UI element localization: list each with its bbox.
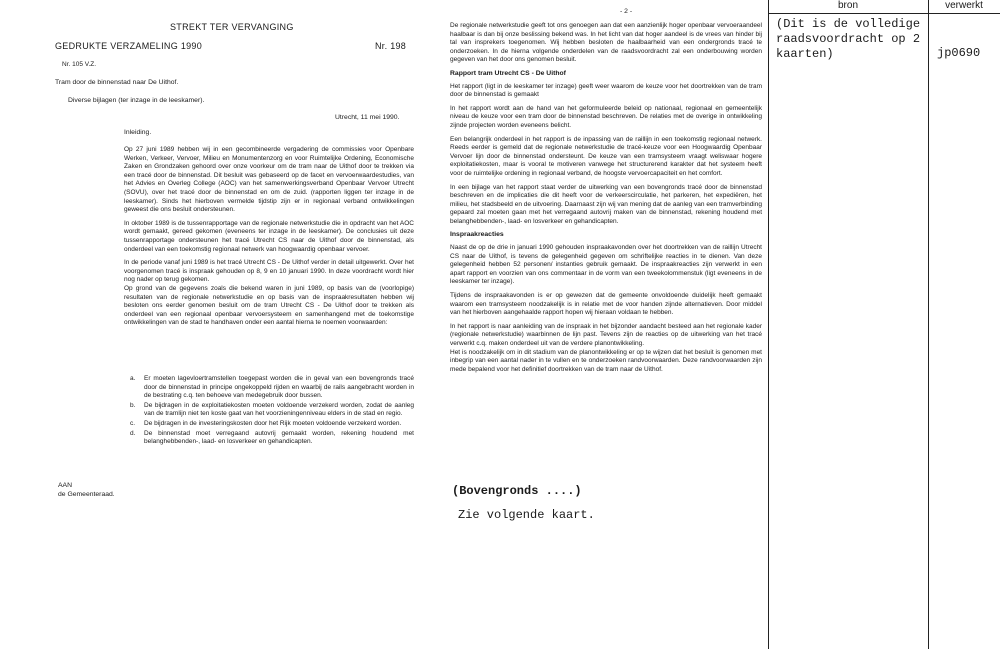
paragraph: Op grond van de gegevens zoals die bekend waren in juni 1989, op basis van de (voorlopige) resultaten van de regionale netwerkstudie en op basis van de inspraakresultaten hebben wij besloten ons eerder genomen besluit om de tram Utrecht CS - De Uithof door te trekken als onderdeel van een regionaal openbaar vervoersysteem en samenhangend met de toekomstige ontwikkelingen van de stad te handhaven onder een aantal hierna te noemen voorwaarden: (124, 284, 414, 327)
list-item: b. De bijdragen in de exploitatiekosten moeten voldoende verzekerd worden, zodat de aanleg van de tramlijn niet ten koste gaat van het voorzieningenniveau elders in de stad en regio. (130, 401, 414, 418)
addressee-label: AAN (58, 482, 72, 489)
document-number: Nr. 198 (375, 41, 407, 51)
verwerkt-code: jp0690 (937, 46, 981, 60)
column-divider (768, 0, 769, 649)
column-header-bron: bron (837, 0, 858, 11)
list-item: c. De bijdragen in de investeringskosten door het Rijk moeten voldoende verzekerd worden. (130, 419, 402, 427)
paragraph: In het rapport wordt aan de hand van het geformuleerde beleid op nationaal, regionaal en gemeentelijk niveau de keuze voor een tram door de binnenstad beschreven. De relaties met de overige in ontwikkeling zijnde projecten worden eveneens belicht. (450, 104, 762, 129)
paragraph: De regionale netwerkstudie geeft tot ons genoegen aan dat een aanzienlijk hoger openbaar vervoeraandeel haalbaar is dan bij onze beslissing bekend was. In het licht van dat hoger aandeel is de vrees van hinder bij tal van insprekers toegenomen. Wij hebben besloten de haalbaarheid van een ondergronds tracé te onderzoeken. In de hierna volgende onderdelen van de raadsvoordracht zal een onderbouwing worden gegeven van het door ons genomen besluit. (450, 22, 762, 64)
right-body (450, 22, 762, 379)
document-date: Utrecht, 11 mei 1990. (335, 114, 400, 121)
paragraph: In een bijlage van het rapport staat verder de uitwerking van een bovengronds tracé door de binnenstad beschreven en de implicaties die dit heeft voor de verkeerscirculatie, het parkeren, het expediëren, het milieu, het stadsbeeld en de uitvoering. Daarnaast zijn wij van mening dat de aanleg van een tramverbinding gepaard zal moeten gaan met het verregaand autovrij maken van de binnenstad, rekening houdend met belanghebbenden-, laad- en losverkeer en gehandicapten. (450, 183, 762, 225)
left-body (124, 146, 414, 333)
collection-name: GEDRUKTE VERZAMELING 1990 (55, 41, 203, 51)
typed-next-card: Zie volgende kaart. (458, 508, 595, 522)
header-title: STREKT TER VERVANGING (170, 22, 294, 32)
paragraph: Naast de op de drie in januari 1990 gehouden inspraakavonden over het doortrekken van de raillijn Utrecht CS naar de Uithof, is tevens de gelegenheid gegeven om schriftelijke reacties in te dienen. Van deze gelegenheid hebben 52 personen/ instanties gebruik gemaakt. De inspraakreacties zijn verwerkt in een apart rapport en voorzien van ons commentaar in de vorm van een tweekolommenstuk (ligt eveneens in de leeskamer ter inzage). (450, 244, 762, 286)
conditions-list (130, 375, 414, 448)
column-header-verwerkt: verwerkt (945, 0, 983, 11)
addressee: de Gemeenteraad. (58, 491, 115, 498)
paragraph: In oktober 1989 is de tussenrapportage van de regionale netwerkstudie die in opdracht van het AOC wordt gemaakt, gereed gekomen (eveneens ter inzage in de leeskamer). De conclusies uit deze tussenrapportage ondersteunen het tracé Utrecht CS naar de Uithof door de binnenstad, als onderdeel van een toekomstig regionaal netwerk van hoogwaardig openbaar vervoer. (124, 219, 414, 253)
section-heading-rapport: Rapport tram Utrecht CS - De Uithof (450, 69, 566, 77)
reference-number: Nr. 105 V.Z. (62, 61, 97, 68)
list-item: d. De binnenstad moet verregaand autovrij gemaakt worden, rekening houdend met belanghebbenden-, laad- en losverkeer en gehandicapten. (130, 429, 414, 446)
page-number: - 2 - (620, 8, 633, 15)
typed-note: (Bovengronds ....) (452, 484, 582, 498)
intro-heading: Inleiding. (124, 129, 152, 136)
section-heading-inspraak: Inspraakreacties (450, 231, 504, 239)
paragraph: Tijdens de inspraakavonden is er op gewezen dat de gemeente onvoldoende duidelijk heeft gemaakt waarom een tramsysteem noodzakelijk is in relatie met de voor handen zijnde alternatieven. Door middel van het hierboven aangehaalde rapport hopen wij hieraan voldaan te hebben. (450, 292, 762, 317)
paragraph: In de periode vanaf juni 1989 is het tracé Utrecht CS - De Uithof verder in detail uitgewerkt. Over het voorgenomen tracé is inspraak gehouden op 8, 9 en 10 januari 1990. In deze voordracht wordt hier nog nader op terug gekomen. (124, 259, 414, 284)
column-divider (928, 0, 929, 649)
attachments-line: Diverse bijlagen (ter inzage in de leeskamer). (68, 97, 205, 104)
paragraph: Op 27 juni 1989 hebben wij in een gecombineerde vergadering de commissies voor Openbare Werken, Verkeer, Vervoer, Milieu en Monumentenzorg en voor Ruimtelijke Ordening, Economische Zaken en Grondzaken gehoord over onze voorkeur om de tram naar de Uithof door te trekken via een tracé door de binnenstad. Dit besluit was gebaseerd op de facet en vervoerwaardestudies, van het Advies en Overleg College (AOC) van het samenwerkingsverband Openbaar Vervoer Utrecht (SOVU), over het tracé door de binnenstad en om de zuid. (rapporten liggen ter inzage in de leeskamer). Sinds het hierboven vermelde tijdstip zijn er in regionaal verband ontwikkelingen geweest die ons besluit ondersteunen. (124, 146, 414, 214)
paragraph: Het is noodzakelijk om in dit stadium van de planontwikkeling er op te wijzen dat het besluit is genomen met inbegrip van een aantal nader in te vullen en te onderzoeken randvoorwaarden. Deze randvoorwaarden zijn mede bepalend voor het definitief doortrekken van de tram naar de Uithof. (450, 348, 762, 373)
paragraph: Een belangrijk onderdeel in het rapport is de inpassing van de raillijn in een toekomstig regionaal netwerk. Reeds eerder is gemeld dat de regionale netwerkstudie de tracé-keuze voor een Hoogwaardig Openbaar Vervoer lijn door de binnenstad ondersteunt. De keuze van een tramsysteem vraagt weliswaar hogere exploitatiekosten, maar is vooral te motiveren vanwege het structurerend karakter dat het systeem heeft voor de ruimtelijke ordening in regionaal verband, de hoogste vervoercapaciteit en het comfort. (450, 135, 762, 177)
list-item: a. Er moeten lagevloertramstellen toegepast worden die in geval van een bovengronds tracé door de binnenstad in principe ongekoppeld rijden en waarbij de rails aangebracht worden in de bestrating c.q. ten behoeve van medegebruik door bussen. (130, 375, 414, 400)
subject-line: Tram door de binnenstad naar De Uithof. (55, 79, 179, 86)
paragraph: Het rapport (ligt in de leeskamer ter inzage) geeft weer waarom de keuze voor het doortrekken van de tram door de binnenstad is gemaakt (450, 82, 762, 99)
bron-note: (Dit is de volledige raadsvoordracht op 2 kaarten) (776, 17, 921, 61)
paragraph: In het rapport is naar aanleiding van de inspraak in het bijzonder aandacht besteed aan het regionale kader (regionale netwerkstudie) waarbinnen de lijn past. Tevens zijn de reacties op de uitwerking van het tracé verwerkt c.q. maken onderdeel uit van de verdere planontwikkeling. (450, 322, 762, 347)
header-rule (768, 13, 1000, 14)
